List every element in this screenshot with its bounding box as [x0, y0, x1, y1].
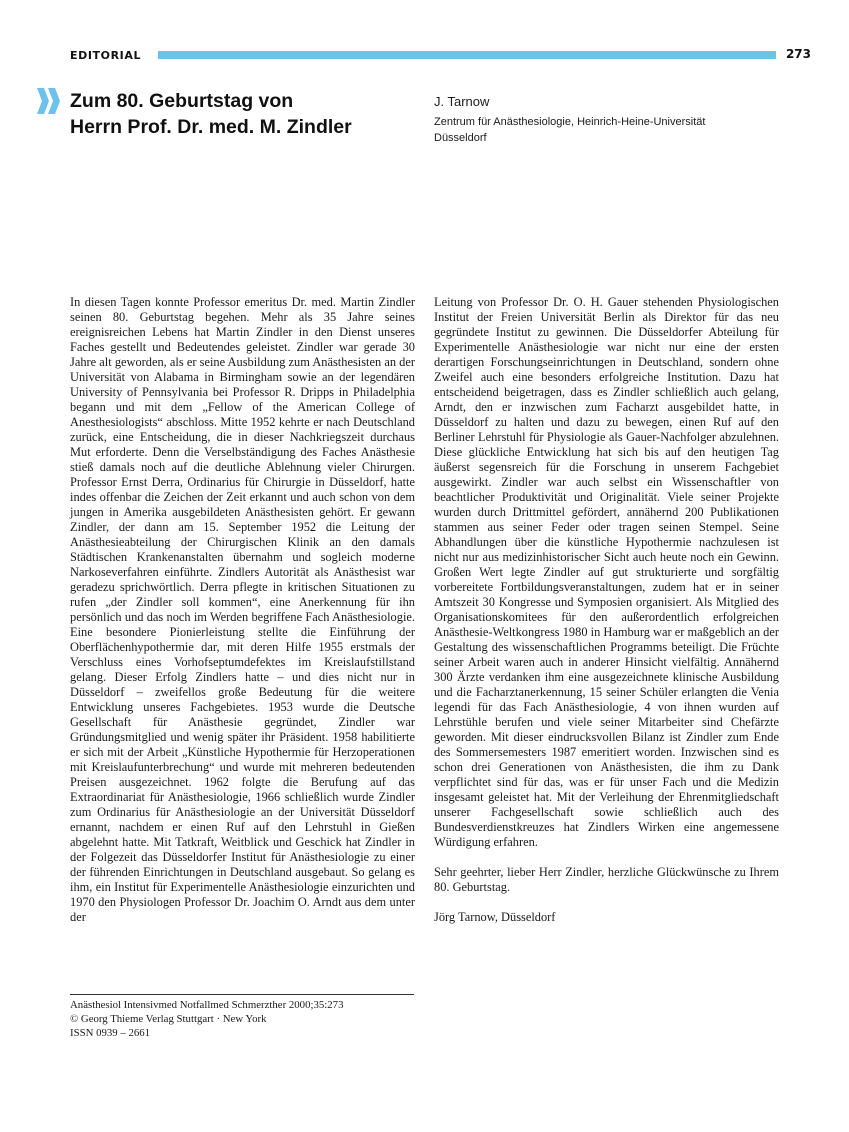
double-chevron-icon [35, 86, 63, 116]
article-title [70, 88, 410, 140]
closing-greeting: Sehr geehrter, lieber Herr Zindler, herzliche Glückwünsche zu Ihrem 80. Geburtstag. [434, 865, 779, 894]
body-column-left [70, 295, 415, 925]
title-line-1: Zum 80. Geburtstag von [70, 90, 294, 112]
affiliation-line-2: Düsseldorf [434, 131, 487, 144]
citation-footer [70, 994, 414, 1040]
author-block [434, 94, 814, 146]
body-paragraph: Leitung von Professor Dr. O. H. Gauer stehenden Physiologischen Institut der Freien Universität Berlin als Direktor für das neu gegründete Institut zu gewinnen. Die Düsseldorfer Abteilung für Experimentelle Anästhesiologie war nicht nur eine der ersten derartigen Forschungseinrichtungen in Deutschland, sondern ohne Zweifel auch eine besonders erfolgreiche Institution. Dazu hat entscheidend beigetragen, dass es Zindler schließlich auch gelang, Arndt, den er inzwischen zum Facharzt ausgebildet hatte, in Düsseldorf zu halten und dazu zu bewegen, einen Ruf auf den Berliner Lehrstuhl für Physiologie als Gauer-Nachfolger abzulehnen. Diese glückliche Entwicklung hat sich bis auf den heutigen Tag äußerst segensreich für die Forschung in unserem Fachgebiet ausgewirkt. Zindler war auch selbst ein Wissenschaftler von beachtlicher Produktivität und Originalität. Viele seiner Projekte wurden durch Drittmittel gefördert, annähernd 200 Publikationen stammen aus seiner Feder oder tragen seinen Stempel. Seine Abhandlungen über die künstliche Hypothermie nachzulesen ist nicht nur aus medizinhistorischer Sicht auch heute noch ein Gewinn. Großen Wert legte Zindler auf gut strukturierte und sorgfältig vorbereitete Fortbildungsveranstaltungen, zudem hat er in seiner Amtszeit 30 Kongresse und Symposien organisiert. Als Mitglied des Organisationskomitees für den außerordentlich erfolgreichen Anästhesie-Weltkongress 1980 in Hamburg war er maßgeblich an der Gestaltung des wissenschaftlichen Programms beteiligt. Die Früchte seiner Arbeit waren auch in anderer Hinsicht vielfältig. Annähernd 300 Ärzte verdanken ihm eine ausgezeichnete klinische Ausbildung und die Facharztanerkennung, 15 seiner Schüler erlangten die Venia legendi für das Fach Anästhesiologie, 4 von ihnen wurden auf Lehrstühle berufen und viele seiner Mitarbeiter sind Chefärzte geworden. Mit dieser eindrucksvollen Bilanz ist Zindler zum Ende des Sommersemesters 1987 emeritiert worden. Inzwischen sind es schon drei Generationen von Anästhesisten, die ihm zu Dank verpflichtet sind für das, was er für unser Fach und die Medizin insgesamt geleistet hat. Mit der Verleihung der Ehrenmitgliedschaft unserer Fachgesellschaft sowie schließlich auch des Bundesverdienstkreuzes hat Zindlers Wirken eine angemessene Würdigung erfahren. [434, 295, 779, 849]
author-name: J. Tarnow [434, 94, 490, 109]
page-number: 273 [785, 47, 811, 61]
journal-citation: Anästhesiol Intensivmed Notfallmed Schmerzther 2000;35:273 [70, 999, 344, 1011]
publisher-copyright: © Georg Thieme Verlag Stuttgart · New York [70, 1013, 267, 1025]
title-line-2: Herrn Prof. Dr. med. M. Zindler [70, 116, 352, 138]
affiliation-line-1: Zentrum für Anästhesiologie, Heinrich-Heine-Universität [434, 116, 706, 128]
issn: ISSN 0939 – 2661 [70, 1027, 151, 1039]
signature: Jörg Tarnow, Düsseldorf [434, 910, 556, 924]
author-affiliation [434, 115, 814, 146]
section-label: EDITORIAL [70, 49, 142, 62]
header-bar [158, 51, 776, 59]
body-column-right [434, 295, 779, 925]
body-paragraph: In diesen Tagen konnte Professor emeritus Dr. med. Martin Zindler seinen 80. Geburtstag begehen. Mehr als 35 Jahre seines ereignisreichen Lebens hat Martin Zindler in den Dienst unseres Faches gestellt und Bedeutendes geleistet. Zindler war gerade 30 Jahre alt geworden, als er seine Ausbildung zum Anästhesisten an der Universität von Alabama in Birmingham sowie an der legendären University of Pennsylvania bei Professor R. Dripps in Philadelphia begann und mit dem „Fellow of the American College of Anesthesiologists“ abschloss. Mitte 1952 kehrte er nach Deutschland zurück, eine Entscheidung, die in dieser Nachkriegszeit durchaus Mut erforderte. Denn die Verselbständigung des Faches Anästhesie stieß damals noch auf die deutliche Ablehnung vieler Chirurgen. Professor Ernst Derra, Ordinarius für Chirurgie in Düsseldorf, hatte indes offenbar die Zeichen der Zeit erkannt und auch schon von dem jungen in Amerika ausgebildeten Anästhesisten gehört. Er gewann Zindler, der dann am 15. September 1952 die Leitung der Anästhesieabteilung der Chirurgischen Klinik an den damals Städtischen Krankenanstalten übernahm und sogleich moderne Narkoseverfahren einführte. Zindlers Autorität als Anästhesist war geradezu sprichwörtlich. Derra pflegte in kritischen Situationen zu rufen „der Zindler soll kommen“, eine Anerkennung für ihn persönlich und das noch im Werden begriffene Fach Anästhesiologie. Eine besondere Pionierleistung stellte die Einführung der Oberflächenhypothermie dar, mit deren Hilfe 1955 erstmals der Verschluss eines Vorhofseptumdefektes im Kreislaufstillstand gelang. Dieser Erfolg Zindlers hatte – und dies nicht nur in Düsseldorf – zweifellos große Bedeutung für die weitere Entwicklung unseres Fachgebietes. 1953 wurde die Deutsche Gesellschaft für Anästhesie gegründet, Zindler war Gründungsmitglied und wenig später ihr Präsident. 1958 habilitierte er sich mit der Arbeit „Künstliche Hypothermie für Herzoperationen mit Kreislaufunterbrechung“ und wurde mit mehreren bedeutenden Preisen ausgezeichnet. 1962 folgte die Berufung auf das Extraordinariat für Anästhesiologie, 1966 schließlich wurde Zindler zum Ordinarius für Anästhesiologie an der Universität Düsseldorf ernannt, nachdem er einen Ruf auf den Lehrstuhl in Gießen abgelehnt hatte. Mit Tatkraft, Weitblick und Geschick hat Zindler in der Folgezeit das Düsseldorfer Institut für Anästhesiologie zu einer der führenden Einrichtungen in Deutschland ausgebaut. So gelang es ihm, ein Institut für Experimentelle Anästhesiologie einzurichten und 1970 den Physiologen Professor Dr. Joachim O. Arndt aus dem unter der [70, 295, 415, 924]
